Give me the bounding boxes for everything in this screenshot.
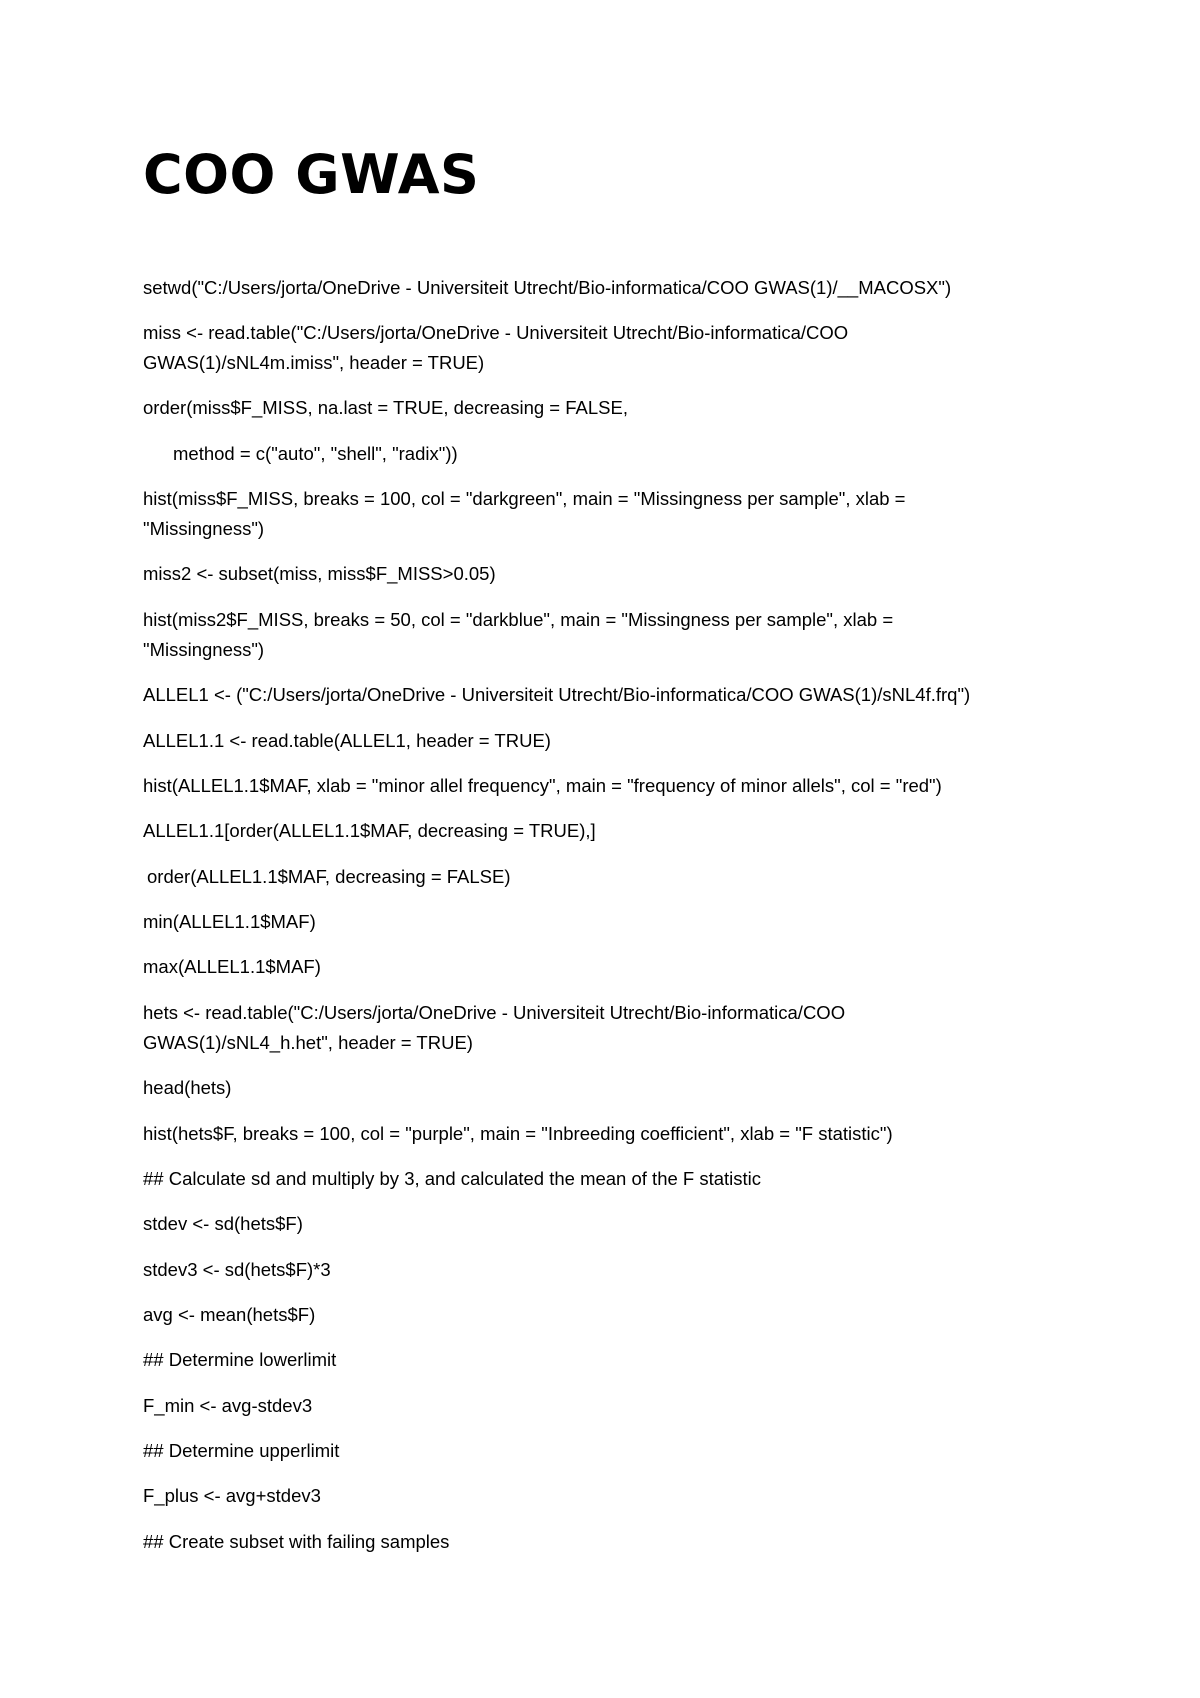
code-line-max-maf: max(ALLEL1.1$MAF) — [143, 956, 321, 977]
code-line-allel-order-true: ALLEL1.1[order(ALLEL1.1$MAF, decreasing = TRUE),] — [143, 820, 596, 841]
code-line-hist-miss-cont: "Missingness") — [143, 518, 265, 539]
code-line-hist-hets: hist(hets$F, breaks = 100, col = "purple", main = "Inbreeding coefficient", xlab = "F statistic") — [143, 1123, 893, 1144]
code-comment-failing-samples: ## Create subset with failing samples — [143, 1531, 450, 1552]
code-line-miss-read: miss <- read.table("C:/Users/jorta/OneDrive - Universiteit Utrecht/Bio-informatica/COO — [143, 322, 849, 343]
code-line-head-hets: head(hets) — [143, 1077, 232, 1098]
code-line-allel1: ALLEL1 <- ("C:/Users/jorta/OneDrive - Universiteit Utrecht/Bio-informatica/COO GWAS(1)/sNL4f.frq") — [143, 684, 971, 705]
code-comment-calculate-sd: ## Calculate sd and multiply by 3, and calculated the mean of the F statistic — [143, 1168, 762, 1189]
code-line-allel-order-false: order(ALLEL1.1$MAF, decreasing = FALSE) — [147, 866, 511, 887]
code-line-allel1-read: ALLEL1.1 <- read.table(ALLEL1, header = TRUE) — [143, 730, 551, 751]
code-comment-upperlimit: ## Determine upperlimit — [143, 1440, 340, 1461]
code-comment-lowerlimit: ## Determine lowerlimit — [143, 1349, 337, 1370]
code-line-hist-miss2: hist(miss2$F_MISS, breaks = 50, col = "darkblue", main = "Missingness per sample", xlab = — [143, 609, 894, 630]
code-line-f-plus: F_plus <- avg+stdev3 — [143, 1485, 321, 1506]
code-line-order-method: method = c("auto", "shell", "radix")) — [173, 443, 458, 464]
code-line-miss-read-cont: GWAS(1)/sNL4m.imiss", header = TRUE) — [143, 352, 485, 373]
code-line-hist-allel: hist(ALLEL1.1$MAF, xlab = "minor allel frequency", main = "frequency of minor allels", col = "red") — [143, 775, 942, 796]
code-line-avg: avg <- mean(hets$F) — [143, 1304, 316, 1325]
code-line-setwd: setwd("C:/Users/jorta/OneDrive - Universiteit Utrecht/Bio-informatica/COO GWAS(1)/__MACOSX") — [143, 277, 952, 298]
code-line-hist-miss: hist(miss$F_MISS, breaks = 100, col = "darkgreen", main = "Missingness per sample", xlab = — [143, 488, 906, 509]
code-line-min-maf: min(ALLEL1.1$MAF) — [143, 911, 316, 932]
page-title: COO GWAS — [143, 143, 480, 206]
code-line-order-miss: order(miss$F_MISS, na.last = TRUE, decreasing = FALSE, — [143, 397, 628, 418]
code-line-hets-read-cont: GWAS(1)/sNL4_h.het", header = TRUE) — [143, 1032, 473, 1053]
code-line-f-min: F_min <- avg-stdev3 — [143, 1395, 313, 1416]
code-line-stdev3: stdev3 <- sd(hets$F)*3 — [143, 1259, 331, 1280]
code-line-hist-miss2-cont: "Missingness") — [143, 639, 265, 660]
code-line-stdev: stdev <- sd(hets$F) — [143, 1213, 303, 1234]
code-line-hets-read: hets <- read.table("C:/Users/jorta/OneDrive - Universiteit Utrecht/Bio-informatica/COO — [143, 1002, 846, 1023]
code-line-miss2-subset: miss2 <- subset(miss, miss$F_MISS>0.05) — [143, 563, 496, 584]
